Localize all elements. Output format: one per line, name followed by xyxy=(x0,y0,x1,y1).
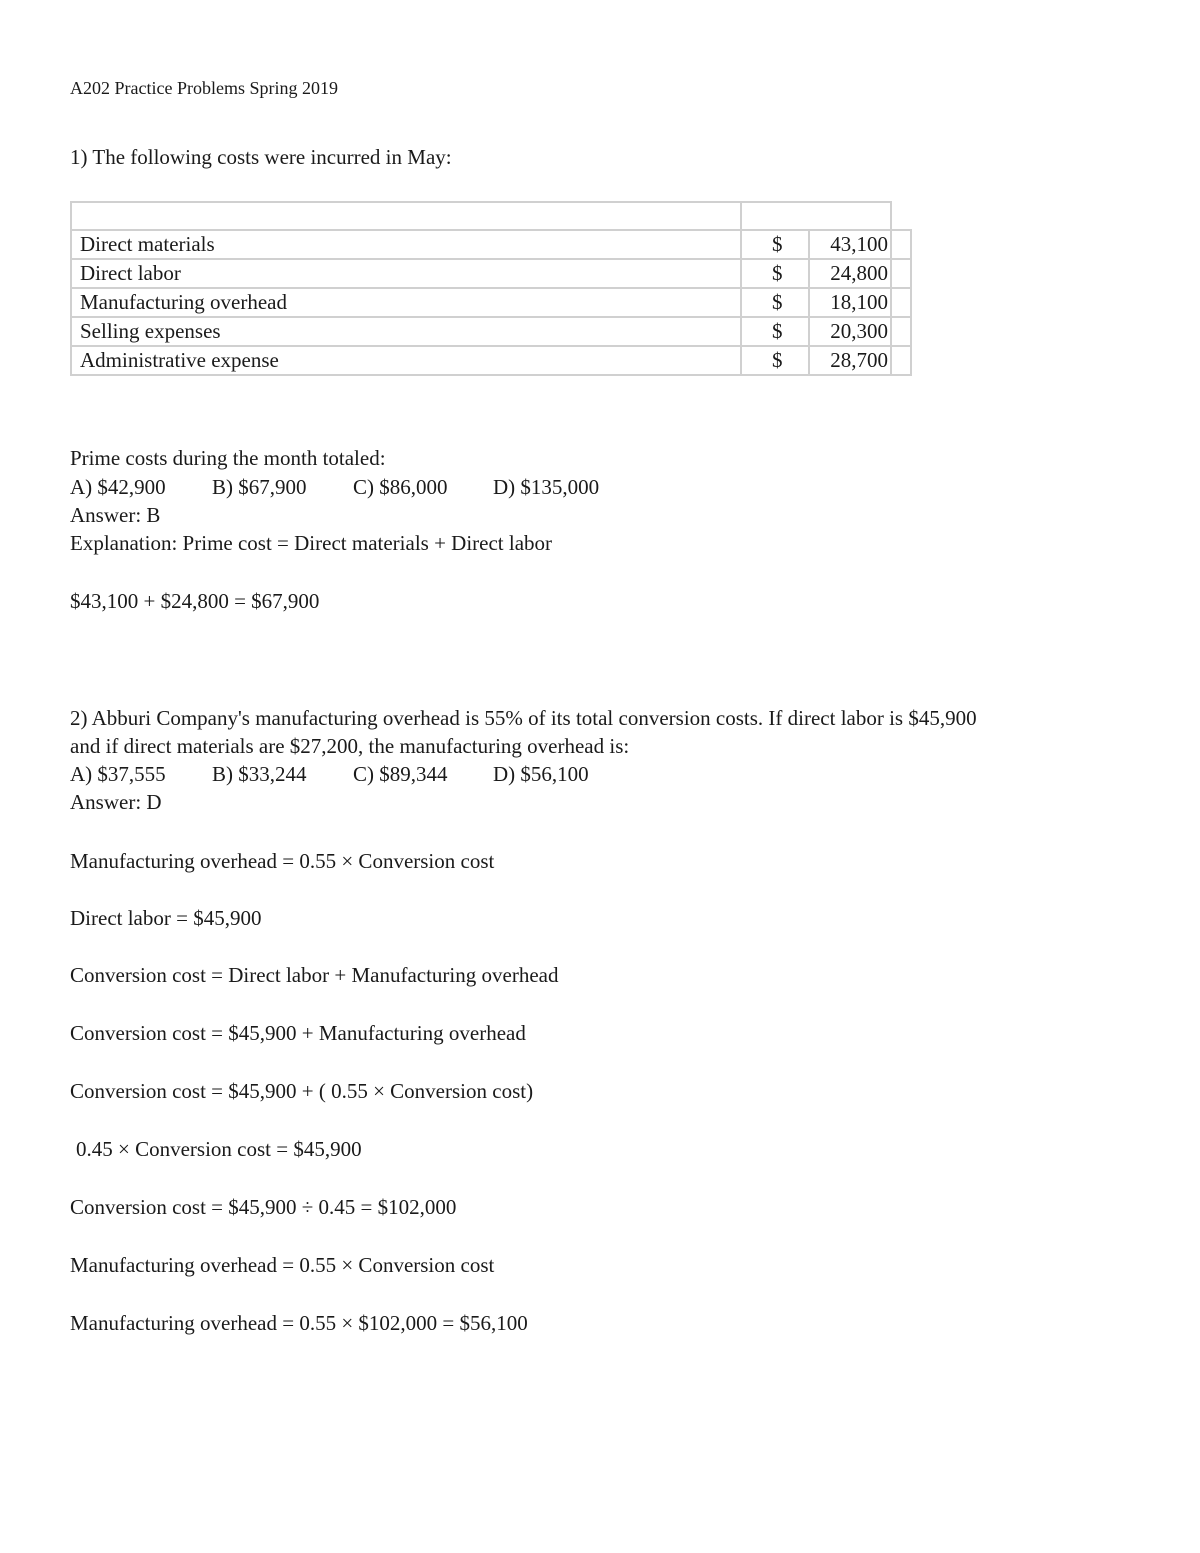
q1-answer: Answer: B xyxy=(70,503,161,527)
table-row: Direct labor $ 24,800 xyxy=(71,259,911,288)
q1-option-c: C) $86,000 xyxy=(353,475,448,499)
cost-table xyxy=(70,201,912,376)
q2-step: Conversion cost = $45,900 + Manufacturing overhead xyxy=(70,1021,526,1045)
q2-step: Conversion cost = $45,900 ÷ 0.45 = $102,000 xyxy=(70,1195,457,1219)
table-row: Selling expenses $ 20,300 xyxy=(71,317,911,346)
table-row: Manufacturing overhead $ 18,100 xyxy=(71,288,911,317)
q2-step: Conversion cost = Direct labor + Manufacturing overhead xyxy=(70,963,559,987)
q2-step: Manufacturing overhead = 0.55 × Conversion cost xyxy=(70,849,495,873)
table-row: Administrative expense $ 28,700 xyxy=(71,346,911,375)
q1-prompt: 1) The following costs were incurred in May: xyxy=(70,145,452,169)
table-row: Direct materials $ 43,100 xyxy=(71,230,911,259)
q2-step: Manufacturing overhead = 0.55 × $102,000 = $56,100 xyxy=(70,1311,528,1335)
q1-calculation: $43,100 + $24,800 = $67,900 xyxy=(70,589,320,613)
table-header-row xyxy=(71,202,911,230)
q2-option-c: C) $89,344 xyxy=(353,762,448,786)
q1-explanation: Explanation: Prime cost = Direct materials + Direct labor xyxy=(70,531,553,555)
q1-option-a: A) $42,900 xyxy=(70,475,166,499)
q2-step: Manufacturing overhead = 0.55 × Conversion cost xyxy=(70,1253,495,1277)
q2-prompt-line1: 2) Abburi Company's manufacturing overhead is 55% of its total conversion costs. If direct labor is $45,900 xyxy=(70,706,977,730)
q1-option-b: B) $67,900 xyxy=(212,475,307,499)
q2-option-d: D) $56,100 xyxy=(493,762,589,786)
q2-option-a: A) $37,555 xyxy=(70,762,166,786)
q2-prompt-line2: and if direct materials are $27,200, the manufacturing overhead is: xyxy=(70,734,630,758)
q2-step: Conversion cost = $45,900 + ( 0.55 × Conversion cost) xyxy=(70,1079,534,1103)
q1-option-d: D) $135,000 xyxy=(493,475,600,499)
q2-option-b: B) $33,244 xyxy=(212,762,307,786)
q2-step: 0.45 × Conversion cost = $45,900 xyxy=(76,1137,362,1161)
q2-step: Direct labor = $45,900 xyxy=(70,906,262,930)
q1-question: Prime costs during the month totaled: xyxy=(70,446,386,470)
q2-answer: Answer: D xyxy=(70,790,162,814)
document-title: A202 Practice Problems Spring 2019 xyxy=(70,78,338,98)
